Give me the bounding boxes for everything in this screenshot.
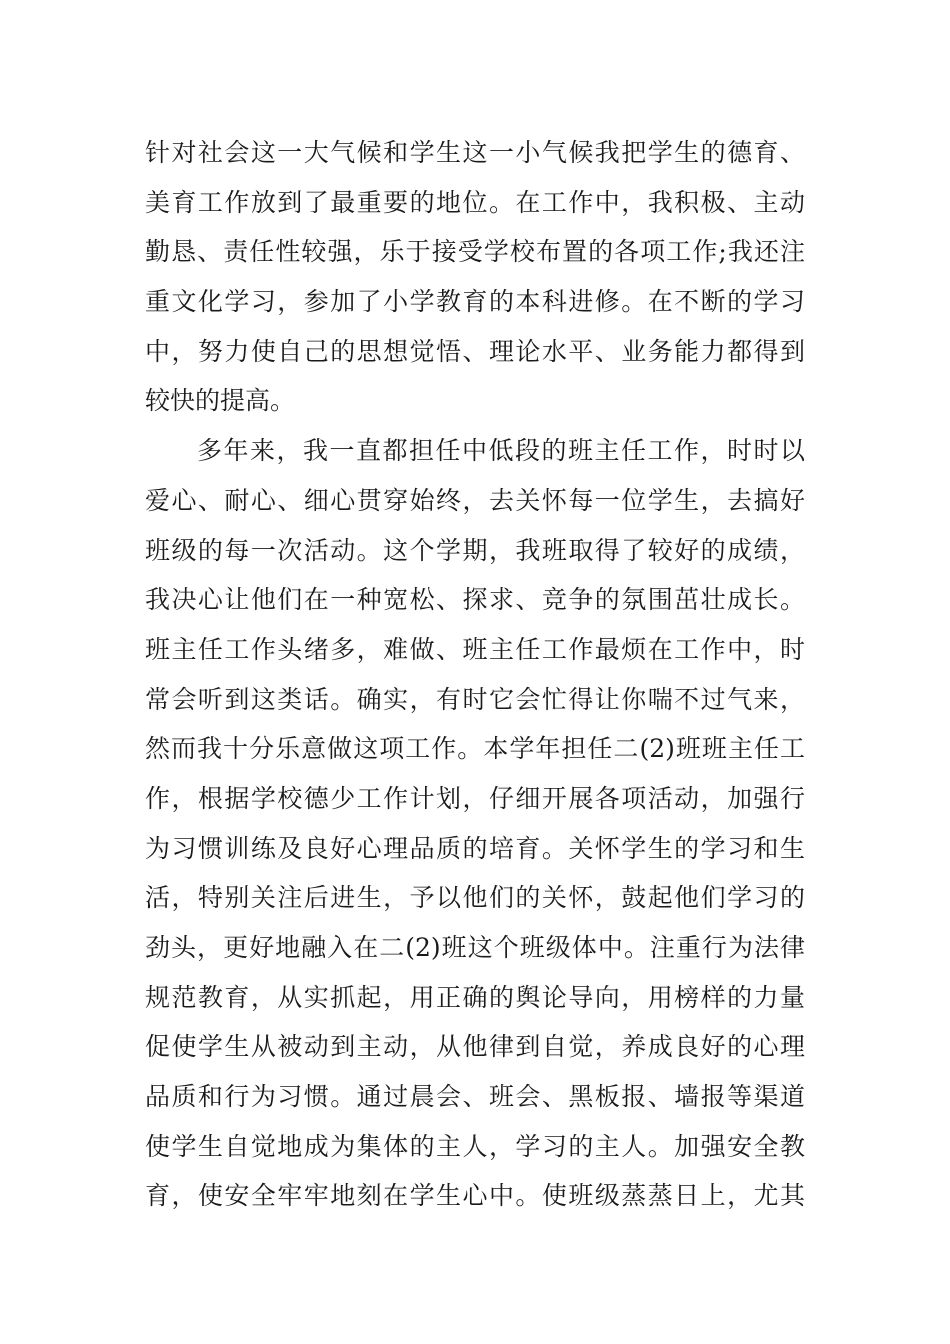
text-line: 育，使安全牢牢地刻在学生心中。使班级蒸蒸日上，尤其 [145, 1181, 805, 1211]
text-line: 作，根据学校德少工作计划，仔细开展各项活动，加强行 [145, 783, 805, 813]
text-line: 常会听到这类话。确实，有时它会忙得让你喘不过气来， [145, 684, 805, 714]
text-line: 然而我十分乐意做这项工作。本学年担任二(2)班班主任工 [145, 734, 805, 764]
text-line: 我决心让他们在一种宽松、探求、竞争的氛围茁壮成长。 [145, 585, 805, 615]
body-text [145, 128, 805, 1221]
text-line: 促使学生从被动到主动，从他律到自觉，养成良好的心理 [145, 1032, 805, 1062]
text-line: 班级的每一次活动。这个学期，我班取得了较好的成绩， [145, 535, 805, 565]
text-line: 重文化学习，参加了小学教育的本科进修。在不断的学习 [145, 287, 805, 317]
text-line: 品质和行为习惯。通过晨会、班会、黑板报、墙报等渠道 [145, 1082, 805, 1112]
text-line: 针对社会这一大气候和学生这一小气候我把学生的德育、 [145, 138, 805, 167]
text-line: 美育工作放到了最重要的地位。在工作中，我积极、主动 [145, 187, 805, 217]
text-line: 较快的提高。 [145, 386, 296, 416]
text-line: 多年来，我一直都担任中低段的班主任工作，时时以 [197, 436, 805, 466]
text-line: 爱心、耐心、细心贯穿始终，去关怀每一位学生，去搞好 [145, 485, 805, 515]
text-line: 为习惯训练及良好心理品质的培育。关怀学生的学习和生 [145, 833, 805, 863]
text-line: 活，特别关注后进生，予以他们的关怀，鼓起他们学习的 [145, 883, 805, 913]
text-line: 中，努力使自己的思想觉悟、理论水平、业务能力都得到 [145, 336, 805, 366]
text-line: 劲头，更好地融入在二(2)班这个班级体中。注重行为法律 [145, 933, 805, 962]
text-line: 勤恳、责任性较强，乐于接受学校布置的各项工作;我还注 [145, 237, 805, 267]
text-line: 班主任工作头绪多，难做、班主任工作最烦在工作中，时 [145, 634, 805, 664]
text-line: 规范教育，从实抓起，用正确的舆论导向，用榜样的力量 [145, 982, 805, 1012]
text-line: 使学生自觉地成为集体的主人，学习的主人。加强安全教 [145, 1131, 805, 1161]
